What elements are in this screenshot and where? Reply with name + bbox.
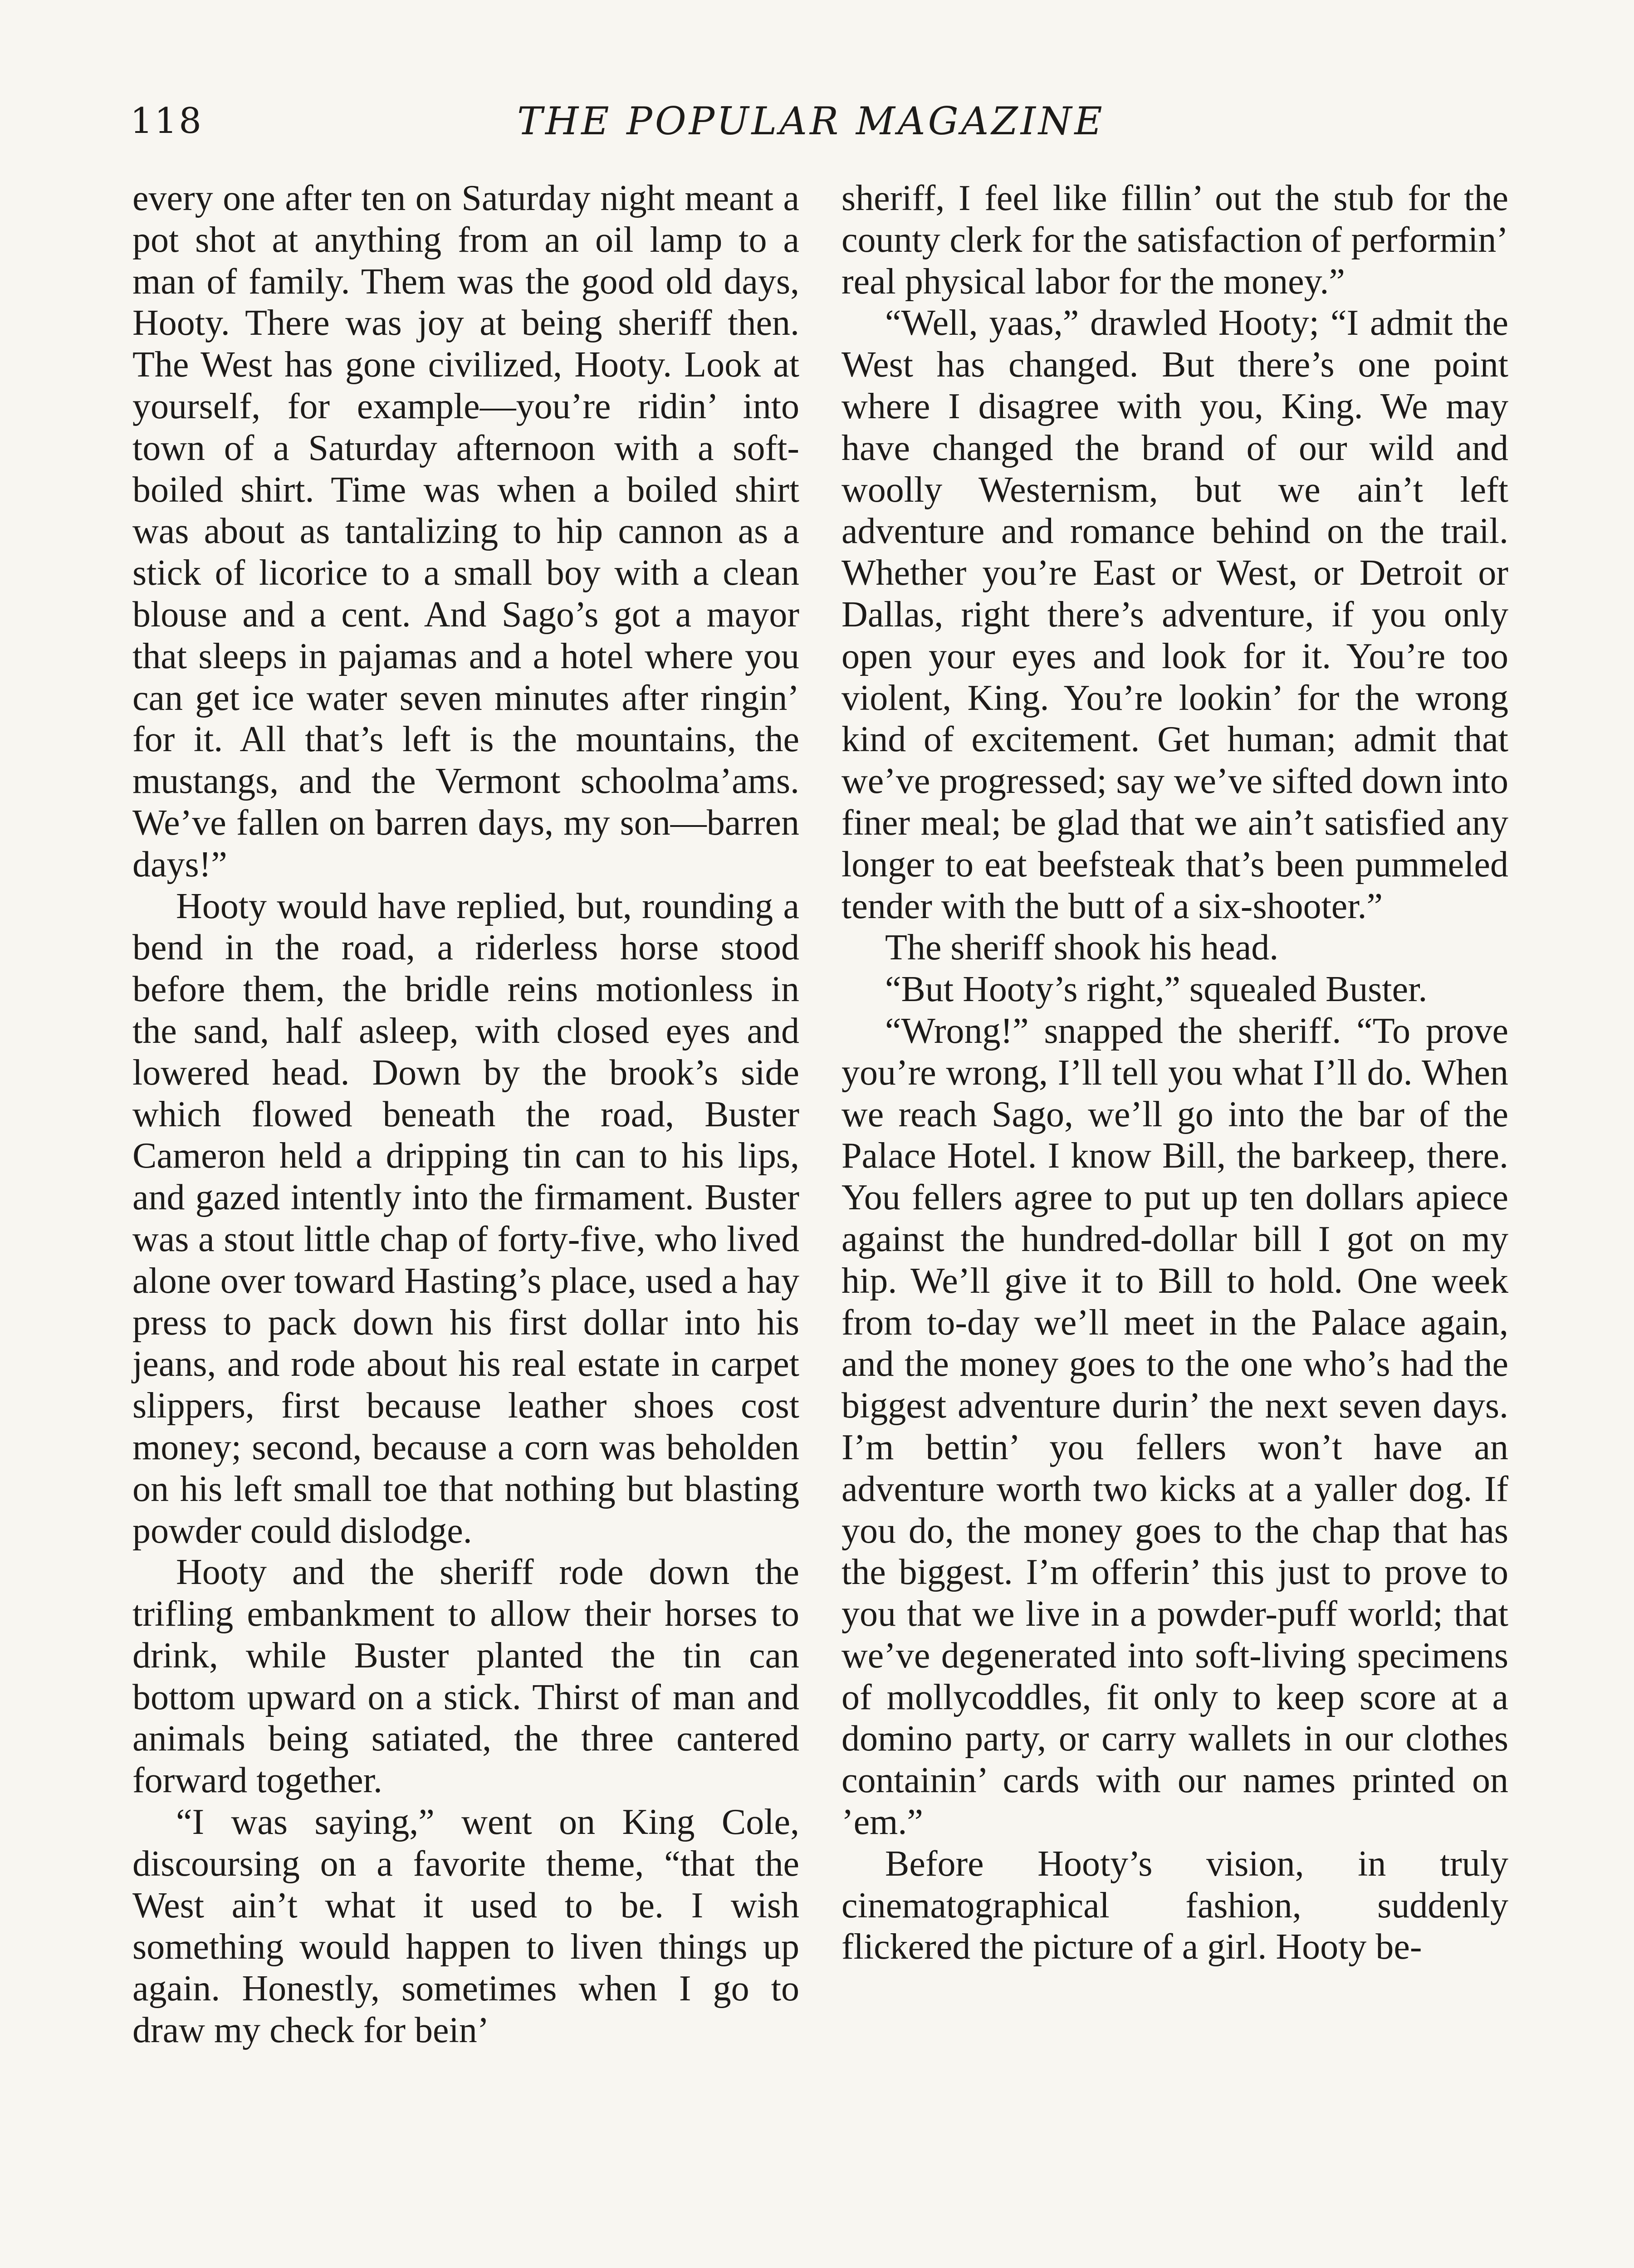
paragraph: sheriff, I feel like fillin’ out the stub for the county clerk for the satisfaction of performin’ real physical labor for the money.”	[841, 178, 1508, 302]
right-column	[841, 178, 1508, 1968]
paragraph: Hooty would have replied, but, rounding a bend in the road, a riderless horse stood before them, the bridle reins motionless in the sand, half asleep, with closed eyes and lowered head. Down by the brook’s side which flowed beneath the road, Buster Cameron held a dripping tin can to his lips, and gazed intently into the firmament. Buster was a stout little chap of forty-five, who lived alone over toward Hasting’s place, used a hay press to pack down his first dollar into his jeans, and rode about his real estate in carpet slippers, first because leather shoes cost money; second, because a corn was beholden on his left small toe that nothing but blasting powder could dislodge.	[132, 886, 799, 1551]
paragraph: every one after ten on Saturday night meant a pot shot at anything from an oil lamp to a man of family. Them was the good old days, Hooty. There was joy at being sheriff then. The West has gone civilized, Hooty. Look at yourself, for example—you’re ridin’ into town of a Saturday afternoon with a soft-boiled shirt. Time was when a boiled shirt was about as tantalizing to hip cannon as a stick of licorice to a small boy with a clean blouse and a cent. And Sago’s got a mayor that sleeps in pajamas and a hotel where you can get ice water seven minutes after ringin’ for it. All that’s left is the mountains, the mustangs, and the Vermont schoolma’ams. We’ve fallen on barren days, my son—barren days!”	[132, 178, 799, 885]
paragraph: “Well, yaas,” drawled Hooty; “I admit the West has changed. But there’s one point where I disagree with you, King. We may have changed the brand of our wild and woolly Westernism, but we ain’t left adventure and romance behind on the trail. Whether you’re East or West, or Detroit or Dallas, right there’s adventure, if you only open your eyes and look for it. You’re too violent, King. You’re lookin’ for the wrong kind of excitement. Get human; admit that we’ve progressed; say we’ve sifted down into finer meal; be glad that we ain’t satisfied any longer to eat beefsteak that’s been pummeled tender with the butt of a six-shooter.”	[841, 303, 1508, 926]
paragraph: The sheriff shook his head.	[885, 928, 1279, 968]
paragraph: “I was saying,” went on King Cole, discoursing on a favorite theme, “that the West ain’t what it used to be. I wish something would happen to liven things up again. Honestly, sometimes when I go to draw my check for bein’	[132, 1802, 799, 2051]
paragraph: “Wrong!” snapped the sheriff. “To prove you’re wrong, I’ll tell you what I’ll do. When we reach Sago, we’ll go into the bar of the Palace Hotel. I know Bill, the barkeep, there. You fellers agree to put up ten dollars apiece against the hundred-dollar bill I got on my hip. We’ll give it to Bill to hold. One week from to-day we’ll meet in the Palace again, and the money goes to the one who’s had the biggest adventure durin’ the next seven days. I’m bettin’ you fellers won’t have an adventure worth two kicks at a yaller dog. If you do, the money goes to the chap that has the biggest. I’m offerin’ this just to prove to you that we live in a powder-puff world; that we’ve degenerated into soft-living specimens of mollycoddles, fit only to keep score at a domino party, or carry wallets in our clothes containin’ cards with our names printed on ’em.”	[841, 1011, 1508, 1843]
page-header	[0, 0, 1634, 191]
paragraph: Before Hooty’s vision, in truly cinematographical fashion, suddenly flickered the picture of a girl. Hooty be-	[841, 1843, 1508, 1967]
paragraph: “But Hooty’s right,” squealed Buster.	[885, 969, 1428, 1010]
left-column	[132, 178, 799, 2052]
magazine-title: THE POPULAR MAGAZINE	[517, 99, 1105, 143]
page-number: 118	[130, 101, 203, 142]
paragraph: Hooty and the sheriff rode down the trifling embankment to allow their horses to drink, while Buster planted the tin can bottom upward on a stick. Thirst of man and animals being satiated, the three cantered forward together.	[132, 1552, 799, 1801]
